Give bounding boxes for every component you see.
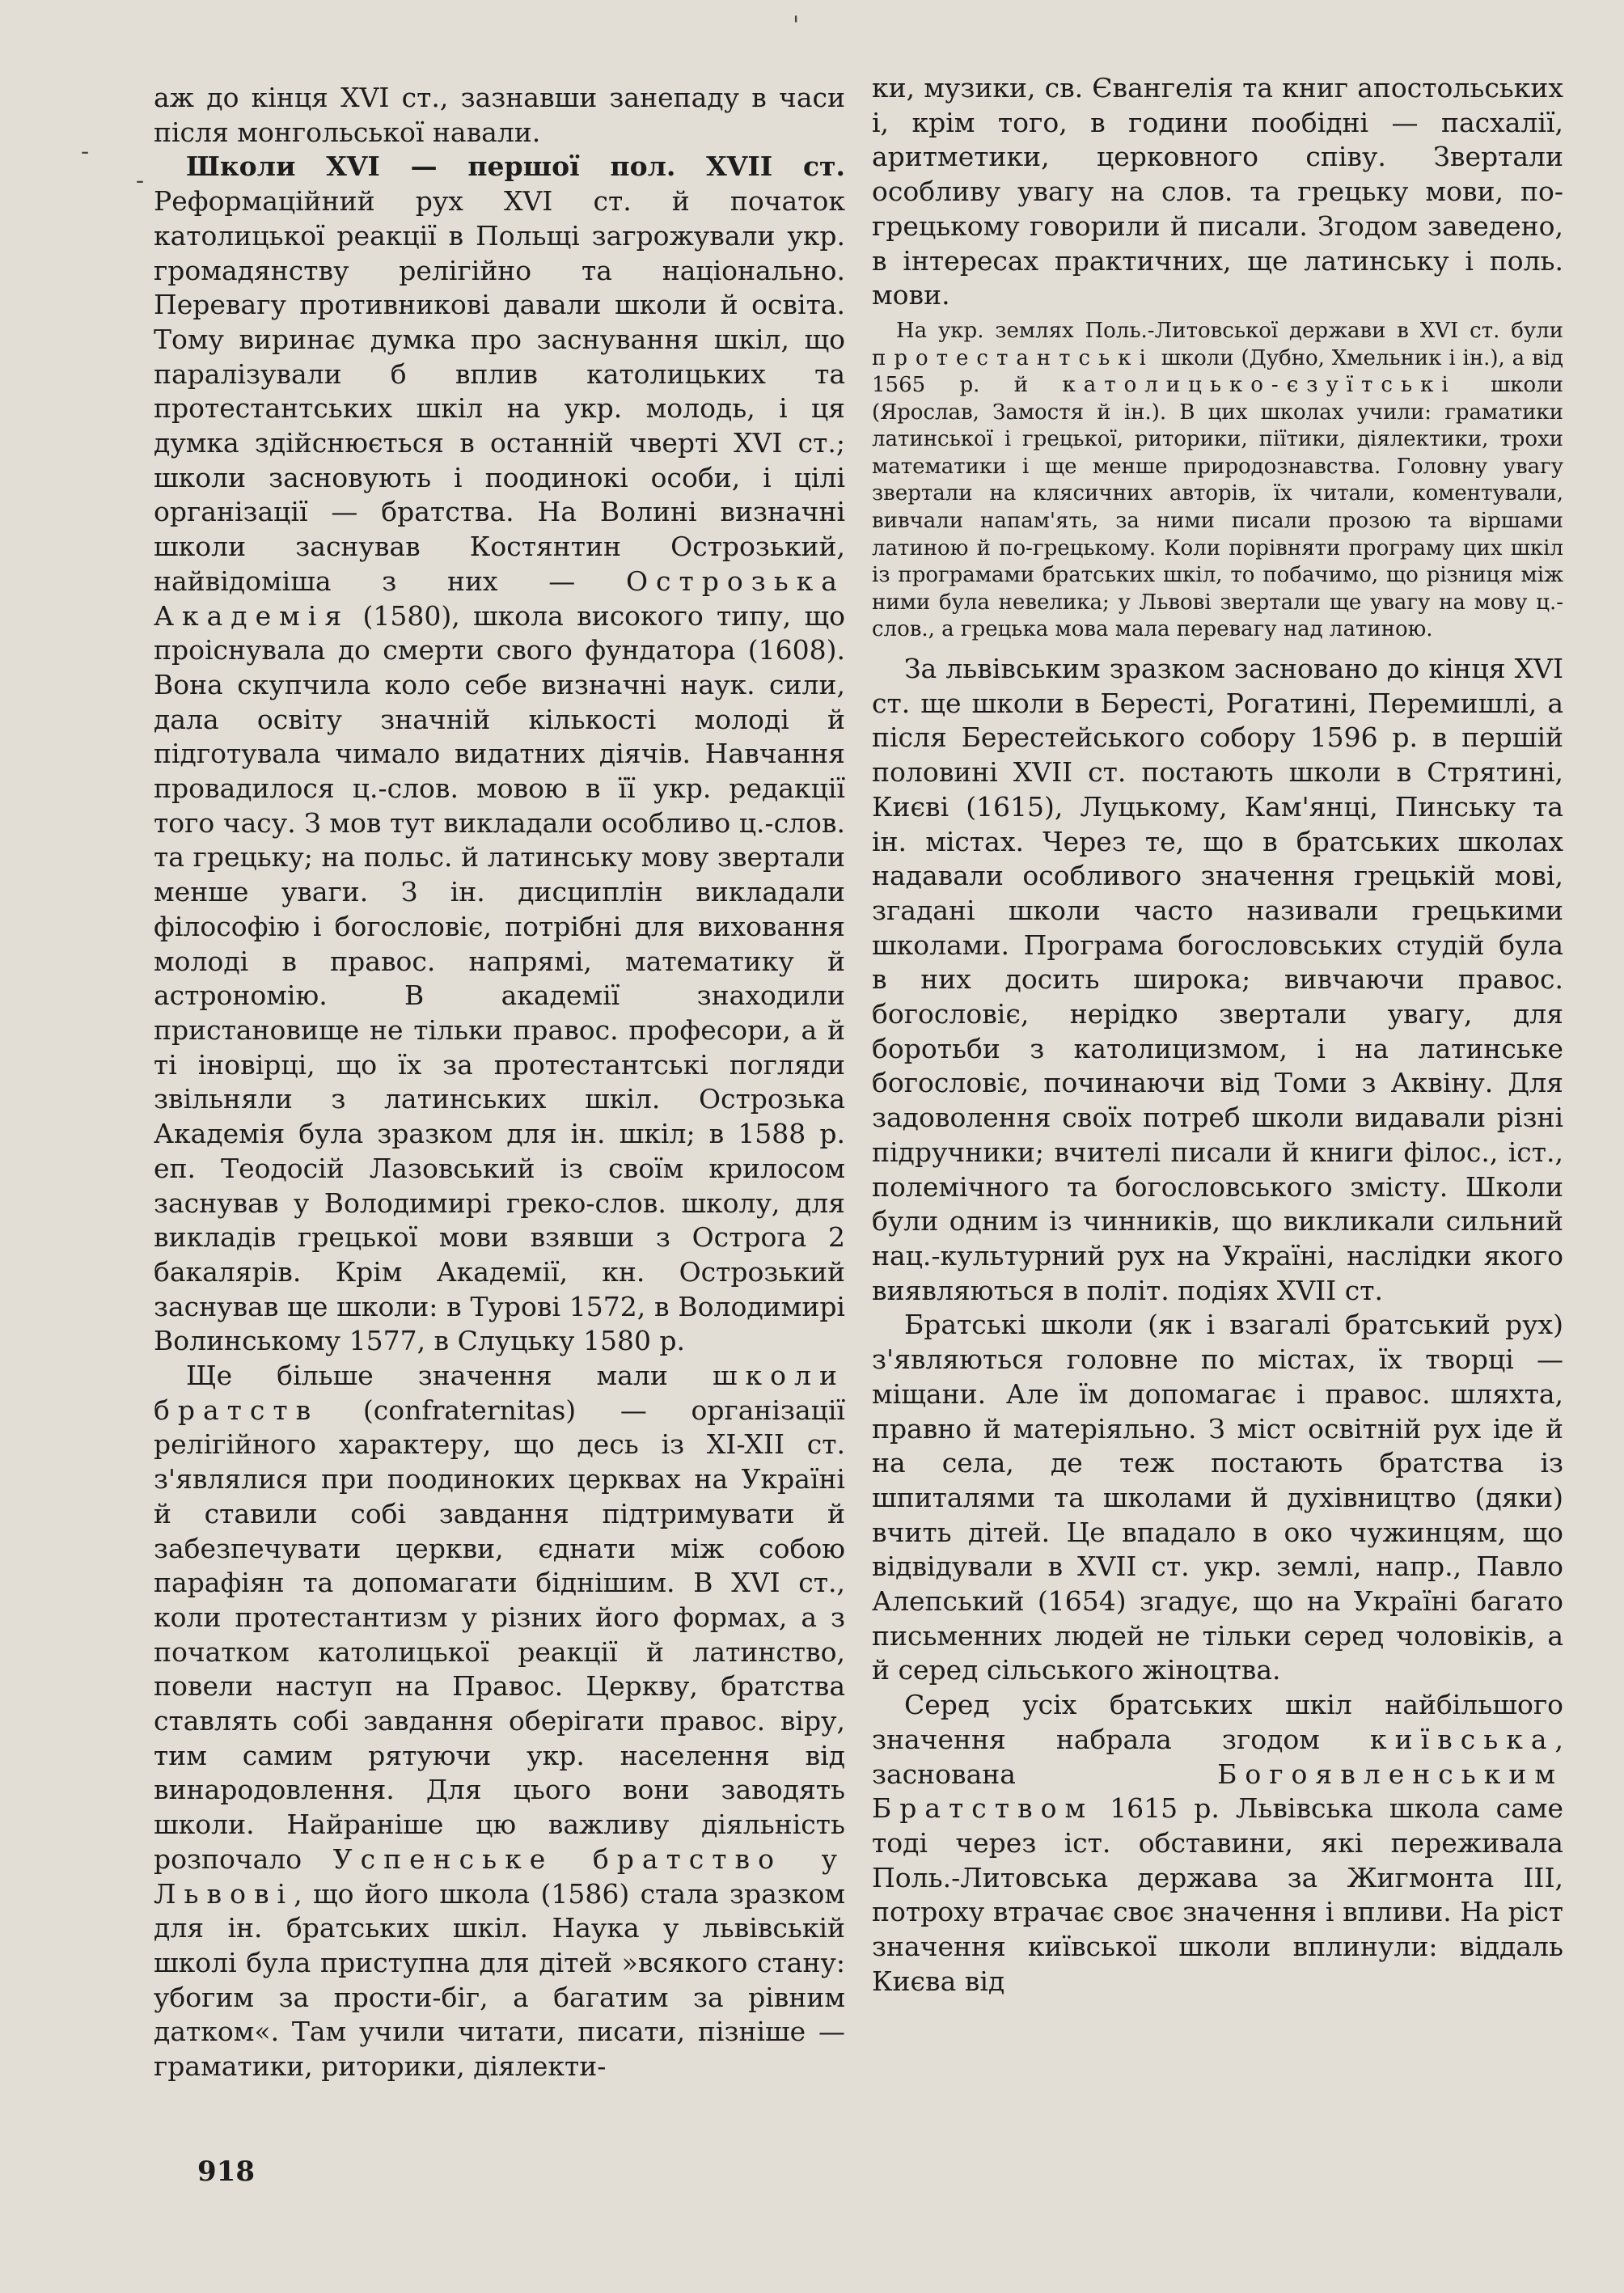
paragraph-continuation: аж до кінця XVI ст., зазнавши занепаду в часи після монгольської навали. — [154, 82, 845, 148]
paragraph-lviv-model: За львівським зразком засновано до кінця XVI ст. ще школи в Бересті, Рогатині, Перемишлі, а після Берестейського собору 1596 р. в першій половині XVII ст. постають школи в Стрятині, Києві (1615), Луцькому, Кам'янці, Пинську та ін. містах. Через те, що в братських школах надавали особливого значення грецькій мові, згадані школи часто називали грецькими школами. Програма богословських студій була в них досить широка; вивчаючи правос. богословіє, нерідко звертали увагу, для боротьби з католицизмом, і на латинське богословіє, починаючи від Томи з Аквіну. Для задоволення своїх потреб школи видавали різні підручники; вчителі писали й книги філос., іст., полемічного та богословського змісту. Школи були одним із чинників, що викликали сильний нац.-культурний рух на Україні, наслідки якого виявляються в політ. подіях XVII ст. — [872, 653, 1563, 1306]
stray-mark-left-1: - — [81, 137, 90, 166]
spaced-term-ostroh-academy: Острозька Академія — [154, 565, 845, 632]
right-column — [872, 71, 1563, 1999]
spaced-term-kyiv: київська — [1370, 1723, 1555, 1755]
paragraph-brotherhood-schools — [154, 1359, 845, 2084]
small-print-note — [872, 318, 1563, 644]
paragraph-text: школи (Дубно, Хмельник і ін.), а від 1565 р. й — [872, 345, 1563, 398]
stray-mark-top: ' — [793, 11, 800, 40]
paragraph-text: , що його школа (1586) стала зразком для ін. братських шкіл. Наука у львівській школі була приступна для дітей »всякого стану: убогим за прости-біг, а багатим за рівним датком«. Там учили читати, писати, пізніше — граматики, риторики, діялекти- — [154, 1877, 845, 2083]
section-heading: Школи XVI — першої пол. XVII ст. — [186, 150, 845, 183]
spaced-term-brotherhood-schools: школи братств — [154, 1360, 845, 1426]
spaced-term-jesuit: католицько-єзуїтські — [1062, 373, 1457, 398]
page-number: 918 — [197, 2156, 255, 2188]
paragraph-kyiv-school — [872, 1688, 1563, 1999]
spaced-term-lviv-brotherhood: Успенське братство у Львові — [154, 1842, 845, 1910]
paragraph-text: (1580), школа високого типу, що проіснувала до смерти свого фундатора (1608). Вона скупчила коло себе визначні наук. сили, дала освіту значній кількості молоді й підготувала чимало видатних діячів. Навчання провадилося ц.-слов. мовою в її укр. редакції того часу. З мов тут викладали особливо ц.-слов. та грецьку; на польс. й латинську мову звертали менше уваги. З ін. дисциплін викладали філософію і богословіє, потрібні для виховання молоді в правос. напрямі, математику й астрономію. В академії знаходили пристановище не тільки правос. професори, а й ті іновірці, що їх за протестантські погляди звільняли з латинських шкіл. Острозька Академія була зразком для ін. шкіл; в 1588 р. еп. Теодосій Лазовський із своїм крилосом заснував у Володимирі греко-слов. школу, для викладів грецької мови взявши з Острога 2 бакалярів. Крім Академії, кн. Острозький заснував ще школи: в Турові 1572, в Володимирі Волинському 1577, в Слуцьку 1580 р. — [154, 599, 845, 1357]
paragraph-brotherhood-movement: Братські школи (як і взагалі братський рух) з'являються головне по містах, їх творці — міщани. Але їм допомагає і правос. шляхта, правно й матеріяльно. З міст освітній рух іде й на села, де теж постають братства із шпиталями та школами й духівництво (дяки) вчить дітей. Це впадало в око чужинцям, що відвідували в XVII ст. укр. землі, напр., Павло Алепський (1654) згадує, що на Україні багато письменних людей не тільки серед чоловіків, а й серед сільського жіноцтва. — [872, 1309, 1563, 1686]
paragraph-text: На укр. землях Поль.-Литовської держави в XVI ст. були — [896, 318, 1563, 343]
paragraph-text: Ще більше значення мали — [186, 1360, 713, 1392]
paragraph-text: школи (Ярослав, Замостя й ін.). В цих школах учили: граматики латинської і грецької, риторики, піїтики, діялектики, трохи математики і ще менше природознавства. Головну увагу звертали на клясичних авторів, їх читали, коментували, вивчали напам'ять, за ними писали прозою та віршами латиною й по-грецькому. Коли порівняти програму цих шкіл із програмами братських шкіл, то побачимо, що різниця між ними була невелика; у Львові звертали ще увагу на мову ц.-слов., а грецька мова мала перевагу над латиною. — [872, 373, 1564, 642]
spaced-term-protestant: протестантські — [872, 345, 1154, 370]
paragraph-text: 1615 р. Львівська школа саме тоді через іст. обставини, які переживала Поль.-Литовська держава за Жигмонта III, потроху втрачає своє значення і впливи. На ріст значення київської школи вплинули: віддаль Києва від — [872, 1792, 1563, 1997]
left-column — [154, 81, 845, 2084]
paragraph-text: Реформаційний рух XVI ст. й початок католицької реакції в Польщі загрожували укр. громадянству релігійно та національно. Перевагу противникові давали школи й освіта. Тому виринає думка про заснування шкіл, що паралізували б вплив католицьких та протестантських шкіл на укр. молодь, і ця думка здійснюється в останній чверті XVI ст.; школи засновують і поодинокі особи, і цілі організації — братства. На Волині визначні школи заснував Костянтин Острозький, найвідоміша з них — — [154, 185, 845, 597]
stray-mark-left-2: - — [136, 167, 145, 195]
paragraph-schools-16th-century — [154, 150, 845, 1359]
paragraph-text: , заснована — [872, 1723, 1563, 1790]
paragraph-curriculum: ки, музики, св. Євангелія та книг апостольських і, крім того, в години пообідні — пасхалії, аритметики, церковного співу. Звертали особливу увагу на слов. та грецьку мови, по-грецькому говорили й писали. Згодом заведено, в інтересах практичних, ще латинську і поль. мови. — [872, 72, 1563, 311]
paragraph-text: (confraternitas) — організації релігійного характеру, що десь із XI-XII ст. з'являлися при поодиноких церквах на Україні й ставили собі завдання підтримувати й забезпечувати церкви, єднати між собою парафіян та допомагати біднішим. В XVI ст., коли протестантизм у різних його формах, а з початком католицької реакції й латинство, повели наступ на Правос. Церкву, братства ставлять собі завдання оберігати правос. віру, тим самим рятуючи укр. населення від винародовлення. Для цього вони заводять школи. Найраніше цю важливу діяльність розпочало — [154, 1394, 845, 1875]
paragraph-text: Серед усіх братських шкіл найбільшого значення набрала згодом — [872, 1689, 1563, 1755]
spaced-term-epiphany-brotherhood: Богоявленським Братством — [872, 1758, 1563, 1825]
